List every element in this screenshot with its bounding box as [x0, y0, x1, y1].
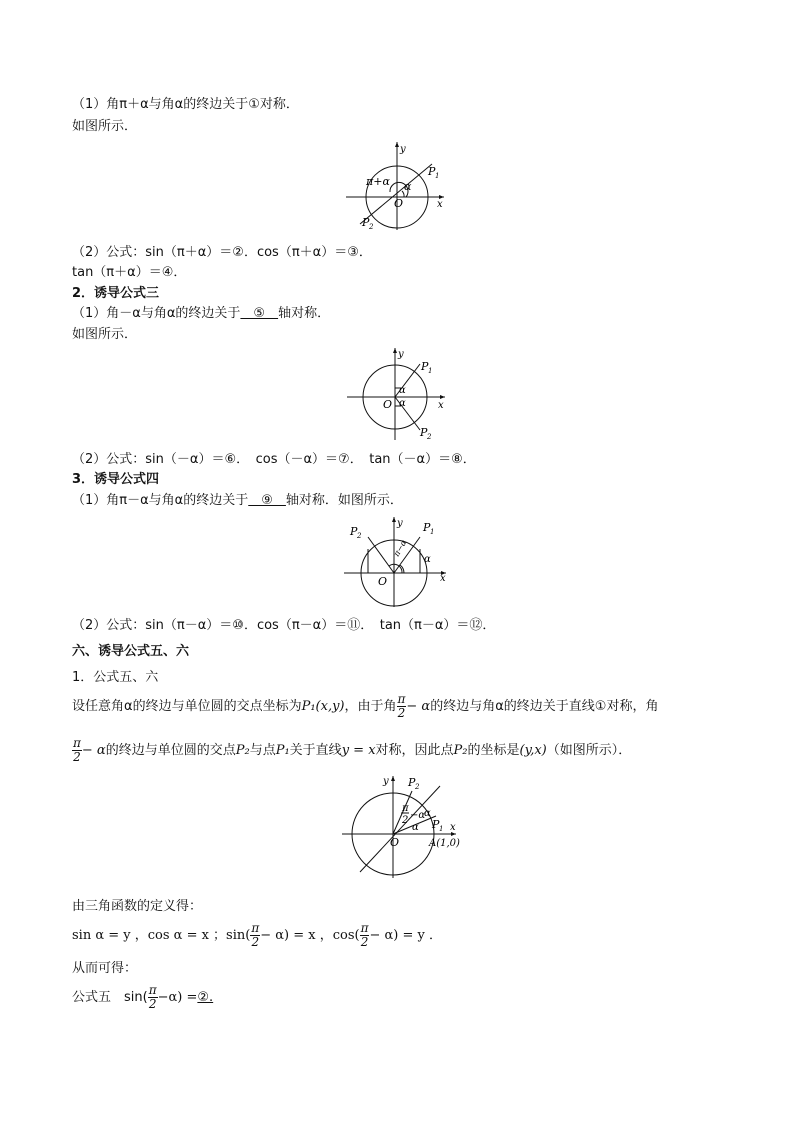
axis-label: x [450, 822, 456, 833]
point-label: 1 [430, 528, 435, 536]
angle-label: −α [410, 810, 426, 821]
point-label: P₁ [275, 743, 290, 758]
axis-label: x [437, 199, 443, 210]
point-label: P₂ [453, 743, 468, 758]
text-span: 的终边与单位圆的交点 [105, 743, 236, 758]
point-label: P [350, 525, 358, 538]
fraction [397, 693, 407, 720]
point-label: P₁(x,y) [301, 699, 345, 714]
section-heading: 3．诱导公式四 [72, 472, 160, 487]
text-line [72, 492, 403, 510]
unit-circle-figure-3 [340, 515, 452, 609]
text-line [72, 693, 658, 721]
text-line: （2）公式：sin（π＋α）＝②．cos（π＋α）＝③． [72, 245, 372, 260]
axis-label: y [397, 518, 403, 529]
section-heading: 六、诱导公式五、六 [72, 644, 190, 659]
unit-circle-figure-2 [345, 346, 450, 442]
origin-label: O [383, 398, 393, 411]
text-line [72, 305, 330, 323]
point-label: P [428, 165, 436, 178]
text-span: − α [406, 699, 431, 714]
text-line: 从而可得： [72, 961, 138, 976]
fraction-numerator: π [397, 692, 406, 706]
text-span: （如图所示）． [546, 743, 632, 758]
angle-label: α [412, 822, 419, 833]
point-label: 2 [357, 532, 362, 540]
fraction-denominator: 2 [360, 935, 369, 949]
angle-label: α [424, 554, 431, 565]
angle-label: α [399, 385, 406, 396]
text-span: 关于直线 [289, 743, 342, 758]
point-label: P₂ [235, 743, 250, 758]
text-line [72, 922, 442, 950]
axis-label: x [438, 400, 444, 411]
text-span: 对称，因此点 [375, 743, 454, 758]
text-span: 轴对称． [278, 306, 331, 321]
point-label: P [362, 216, 370, 229]
fraction [148, 984, 158, 1011]
text-line: 如图所示． [72, 327, 138, 342]
point-label: 2 [369, 223, 374, 231]
angle-label: π−α [391, 538, 409, 558]
text-line: （2）公式：sin（π－α）＝⑩．cos（π－α）＝⑪． tan（π－α）＝⑫． [72, 618, 496, 633]
fraction [250, 922, 260, 949]
angle-label: α [424, 808, 431, 819]
text-line: 1．公式五、六 [72, 670, 159, 685]
section-heading: 2．诱导公式三 [72, 286, 160, 301]
fraction [72, 737, 82, 764]
text-line: tan（π＋α）＝④． [72, 265, 187, 280]
angle-label: α [404, 180, 412, 193]
text-line: （2）公式：sin（－α）＝⑥． cos（－α）＝⑦． tan（－α）＝⑧． [72, 452, 476, 467]
unit-circle-figure-1 [340, 140, 450, 232]
point-label: 1 [435, 172, 440, 180]
axis-label: y [383, 776, 389, 787]
text-span: 的坐标是 [467, 743, 520, 758]
text-line [72, 984, 213, 1012]
text-span: 设任意角α的终边与单位圆的交点坐标为 [72, 699, 302, 714]
point-label: P [408, 776, 416, 789]
fraction-numerator: π [148, 983, 157, 997]
text-line: 如图所示． [72, 119, 138, 134]
point-label: A(1,0) [429, 838, 460, 849]
axis-label: y [400, 144, 406, 155]
text-span: 公式五 sin( [72, 990, 148, 1005]
blank: ⑨ [248, 493, 286, 508]
point-label: P [421, 360, 429, 373]
fraction-denominator: 2 [73, 750, 81, 764]
point-label: 1 [428, 367, 433, 375]
fraction-denominator: 2 [251, 935, 260, 949]
text-span: （1）角－α与角α的终边关于 [72, 306, 241, 321]
origin-label: O [394, 197, 404, 210]
text-span: sin α = y ，cos α = x ；sin( [72, 928, 251, 943]
text-span: y = x [341, 743, 376, 758]
text-span: − α) = x ，cos( [260, 928, 360, 943]
point-label: P [423, 521, 431, 534]
fraction [360, 922, 370, 949]
angle-label: α [399, 398, 406, 409]
fraction-numerator: π [251, 921, 260, 935]
point-label: P [420, 426, 428, 439]
text-span: ，由于角 [344, 699, 397, 714]
text-span: (y,x) [519, 743, 547, 758]
text-line: （1）角π＋α与角α的终边关于①对称． [72, 97, 299, 112]
blank: ②. [197, 990, 214, 1005]
point-label: 2 [427, 433, 432, 441]
fraction-denominator: 2 [397, 706, 406, 720]
text-span: 轴对称．如图所示． [285, 493, 403, 508]
point-label: P [432, 818, 440, 831]
angle-label: π [402, 803, 409, 814]
angle-label: π+α [366, 175, 390, 188]
origin-label: O [378, 575, 388, 588]
blank: ⑤ [240, 306, 279, 321]
text-span: 与点 [249, 743, 276, 758]
text-line: 由三角函数的定义得： [72, 899, 203, 914]
text-span: − α) = y ． [369, 928, 442, 943]
point-label: 2 [415, 783, 420, 791]
axis-label: y [398, 349, 404, 360]
unit-circle-figure-4 [340, 772, 465, 880]
point-label: 1 [439, 825, 444, 833]
fraction-denominator: 2 [148, 997, 157, 1011]
text-span: （1）角π－α与角α的终边关于 [72, 493, 249, 508]
fraction-numerator: π [360, 921, 369, 935]
fraction-numerator: π [73, 736, 81, 750]
text-span: −α) = [157, 990, 198, 1005]
text-span: 的终边与角α的终边关于直线①对称，角 [430, 699, 659, 714]
origin-label: O [390, 836, 400, 849]
angle-label: 2 [402, 815, 409, 826]
axis-label: x [440, 573, 446, 584]
text-span: − α [81, 743, 106, 758]
text-line [72, 737, 631, 765]
